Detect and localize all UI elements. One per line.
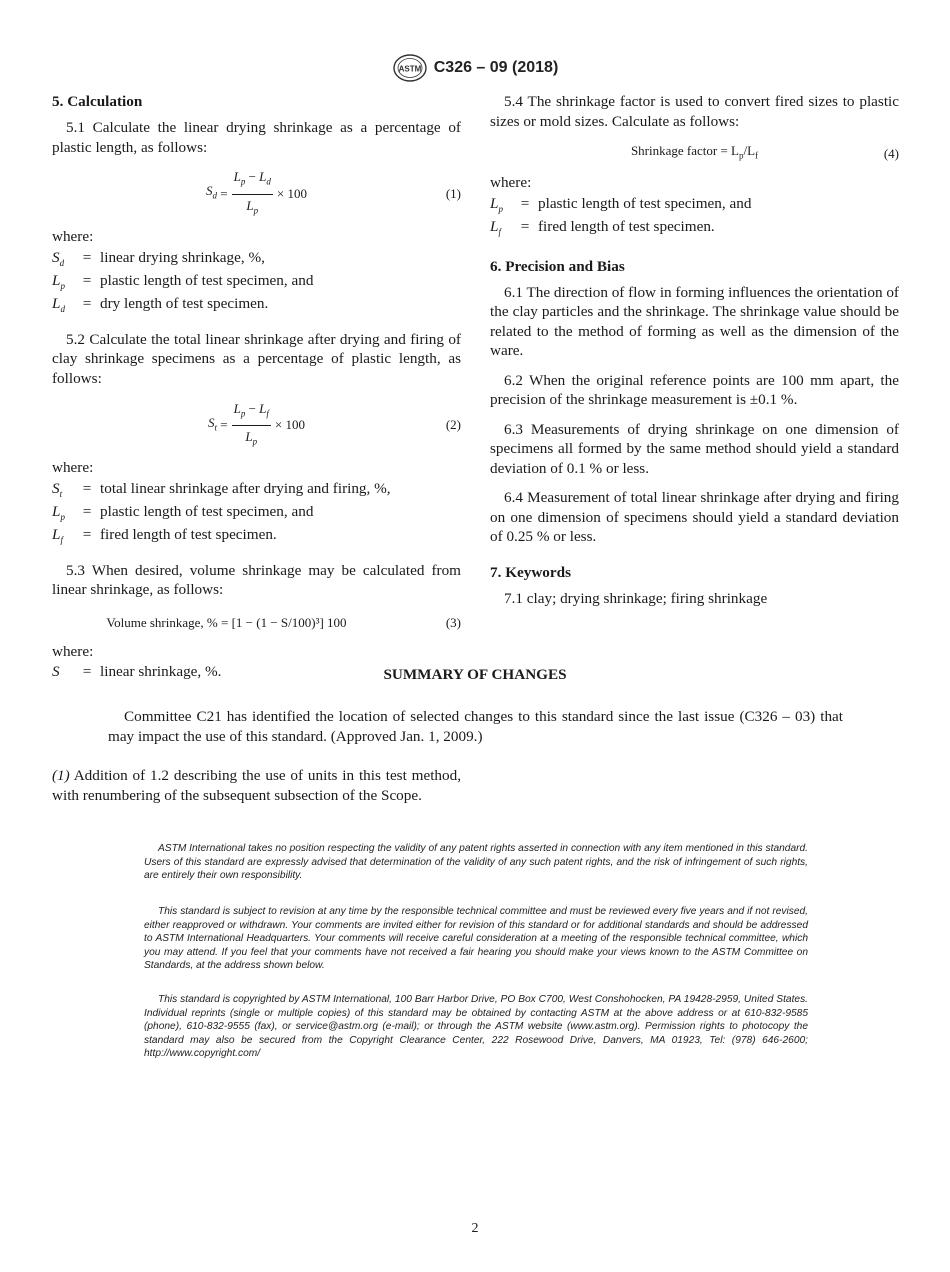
section-6-title: 6. Precision and Bias (490, 257, 625, 275)
where-label-1: where: (52, 228, 94, 245)
where-label-3: where: (52, 642, 94, 660)
equation-3 (52, 610, 461, 636)
document-id: C326 – 09 (2018) (433, 59, 559, 76)
definition-row: $S_t$ = total linear shrinkage after drying and firing, %, (52, 479, 391, 499)
patent-notice: ASTM International takes no position respecting the validity of any patent rights asserted in connection with any item mentioned in this standard. Users of this standard are expressly advised that determination of the validity of any such patent rights, and the risk of infringement of such rights, are entirely their own responsibility. (144, 843, 808, 882)
definition-row: $L_f$ = fired length of test specimen. (490, 217, 715, 237)
page-number: 2 (471, 1221, 479, 1236)
paragraph-5-3: 5.3 When desired, volume shrinkage may be calculated from linear shrinkage, as follows: (52, 561, 461, 599)
definition-row: $S_d$ = linear drying shrinkage, %, (52, 248, 265, 268)
change-item-1: (1) Addition of 1.2 describing the use of units in this test method, with renumbering of the subsequent subsection of the Scope. (52, 767, 461, 804)
summary-intro: Committee C21 has identified the location of selected changes to this standard since the last issue (C326 – 03) that may impact the use of this standard. (Approved Jan. 1, 2009.) (108, 708, 843, 745)
eq3-number: (3) (445, 614, 461, 630)
right-column (490, 92, 899, 618)
section-5-title: 5. Calculation (52, 93, 143, 110)
eq2-fraction: $\frac{L_p - L_f}{L_p}$ (233, 400, 269, 447)
eq2-tail: × 100 (274, 417, 306, 433)
paragraph-6-1: 6.1 The direction of flow in forming influences the orientation of the clay particles and the shrinkage. The shrinkage value should be related to the method of forming as well as the dimension of the ware. (490, 283, 899, 360)
eq1-number: (1) (445, 186, 461, 202)
definition-row: S = linear shrinkage, %. (52, 663, 222, 681)
definition-row: $L_p$ = plastic length of test specimen, and (52, 502, 314, 522)
equation-1: $S_d$ = $\frac{L_p - L_d}{L_p}$ × 100 (1) (52, 167, 461, 221)
left-column (52, 92, 461, 692)
definition-row: $L_p$ = plastic length of test specimen, and (52, 271, 314, 291)
definition-row: $L_f$ = fired length of test specimen. (52, 525, 277, 545)
eq3-expression: Volume shrinkage, % = [1 − (1 − S/100)³] 100 (106, 614, 347, 630)
paragraph-5-1: 5.1 Calculate the linear drying shrinkage as a percentage of plastic length, as follows: (52, 119, 461, 156)
eq1-lhs: $S_d$ (206, 183, 217, 202)
eq4-expression: Shrinkage factor = $L_p/L_f$ (630, 143, 759, 162)
eq4-number: (4) (883, 146, 899, 162)
definitions-4 (490, 195, 899, 241)
definitions-1 (52, 249, 461, 318)
eq2-number: (2) (445, 417, 461, 433)
equation-2: $S_t$ = $\frac{L_p - L_f}{L_p}$ × 100 (2) (52, 398, 461, 452)
section-7-title: 7. Keywords (490, 563, 571, 581)
paragraph-6-4: 6.4 Measurement of total linear shrinkage after drying and firing on one dimension of specimens should yield a standard deviation of 0.25 % or less. (490, 489, 899, 546)
eq1-tail: × 100 (276, 186, 307, 202)
equation-4 (490, 141, 899, 167)
paragraph-5-2: 5.2 Calculate the total linear shrinkage after drying and firing of clay shrinkage specimens as a percentage of plastic length, as follows: (52, 330, 461, 387)
definition-row: $L_p$ = plastic length of test specimen, and (490, 194, 752, 214)
eq2-lhs: $S_t$ (207, 414, 217, 433)
summary-of-changes-title: SUMMARY OF CHANGES (383, 666, 567, 683)
definitions-2 (52, 480, 461, 549)
astm-logo-icon (392, 53, 428, 83)
copyright-notice: This standard is copyrighted by ASTM International, 100 Barr Harbor Drive, PO Box C700, West Conshohocken, PA 19428-2959, United States. Individual reprints (single or multiple copies) of this standard may be obtained by contacting ASTM at the above address or at 610-832-9585 (phone), 610-832-9555 (fax), or service@astm.org (e-mail); or through the ASTM website (www.astm.org). Permission rights to photocopy the standard may also be secured from the Copyright Clearance Center, 222 Rosewood Drive, Danvers, MA 01923, Tel: (978) 646-2600; http://www.copyright.com/ (144, 994, 808, 1060)
definition-row: $L_d$ = dry length of test specimen. (52, 294, 269, 314)
paragraph-7-1: 7.1 clay; drying shrinkage; firing shrinkage (504, 589, 768, 607)
revision-notice: This standard is subject to revision at any time by the responsible technical committee and must be reviewed every five years and if not revised, either reapproved or withdrawn. Your comments are invited either for revision of this standard or for additional standards and should be addressed to ASTM International Headquarters. Your comments will receive careful consideration at a meeting of the responsible technical committee, which you may attend. If you feel that your comments have not received a fair hearing you should make your views known to the ASTM Committee on Standards, at the address shown below. (144, 906, 808, 972)
where-label-2: where: (52, 459, 94, 477)
astm-logo-text: ASTM (398, 64, 422, 74)
paragraph-6-2: 6.2 When the original reference points are 100 mm apart, the precision of the shrinkage measurement is ±0.1 %. (490, 371, 899, 409)
eq1-fraction: $\frac{L_p - L_d}{L_p}$ (233, 169, 271, 216)
page-header (0, 52, 950, 84)
paragraph-5-4: 5.4 The shrinkage factor is used to convert fired sizes to plastic sizes or mold sizes. Calculate as follows: (490, 93, 899, 130)
where-label-4: where: (490, 174, 532, 191)
paragraph-6-3: 6.3 Measurements of drying shrinkage on one dimension of specimens all formed by the same method should yield a standard deviation of 0.1 % or less. (490, 420, 899, 477)
